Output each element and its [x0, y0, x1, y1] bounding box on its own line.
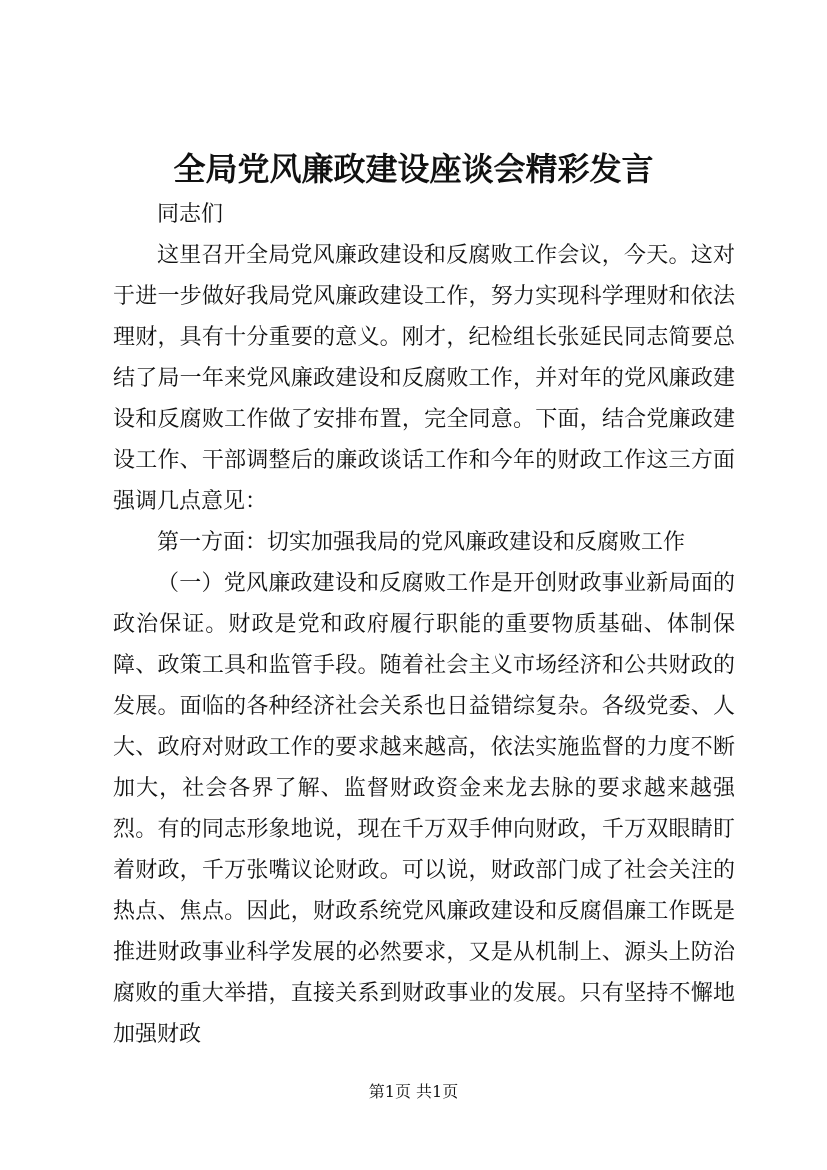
- salutation: 同志们: [157, 202, 224, 227]
- section-heading-first: 第一方面：切实加强我局的党风廉政建设和反腐败工作: [157, 530, 686, 555]
- paragraph-section-one: （一）党风廉政建设和反腐败工作是开创财政事业新局面的政治保证。财政是党和政府履行职能的重要物质基础、体制保障、政策工具和监管手段。随着社会主义市场经济和公共财政的发展。面临的各种经济社会关系也日益错综复杂。各级党委、人大、政府对财政工作的要求越来越高，依法实施监督的力度不断加大，社会各界了解、监督财政资金来龙去脉的要求越来越强烈。有的同志形象地说，现在千万双手伸向财政，千万双眼睛盯着财政，千万张嘴议论财政。可以说，财政部门成了社会关注的热点、焦点。因此，财政系统党风廉政建设和反腐倡廉工作既是推进财政事业科学发展的必然要求，又是从机制上、源头上防治腐败的重大举措，直接关系到财政事业的发展。只有坚持不懈地加强财政: [113, 571, 735, 1047]
- paragraph-intro: 这里召开全局党风廉政建设和反腐败工作会议，今天。这对于进一步做好我局党风廉政建设工作，努力实现科学理财和依法理财，具有十分重要的意义。刚才，纪检组长张延民同志简要总结了局一年来党风廉政建设和反腐败工作，并对年的党风廉政建设和反腐败工作做了安排布置，完全同意。下面，结合党廉政建设工作、干部调整后的廉政谈话工作和今年的财政工作这三方面强调几点意见：: [113, 243, 735, 514]
- document-title: 全局党风廉政建设座谈会精彩发言: [173, 150, 654, 188]
- page-footer: 第1页 共1页: [368, 1082, 459, 1101]
- document-body: [113, 194, 735, 1055]
